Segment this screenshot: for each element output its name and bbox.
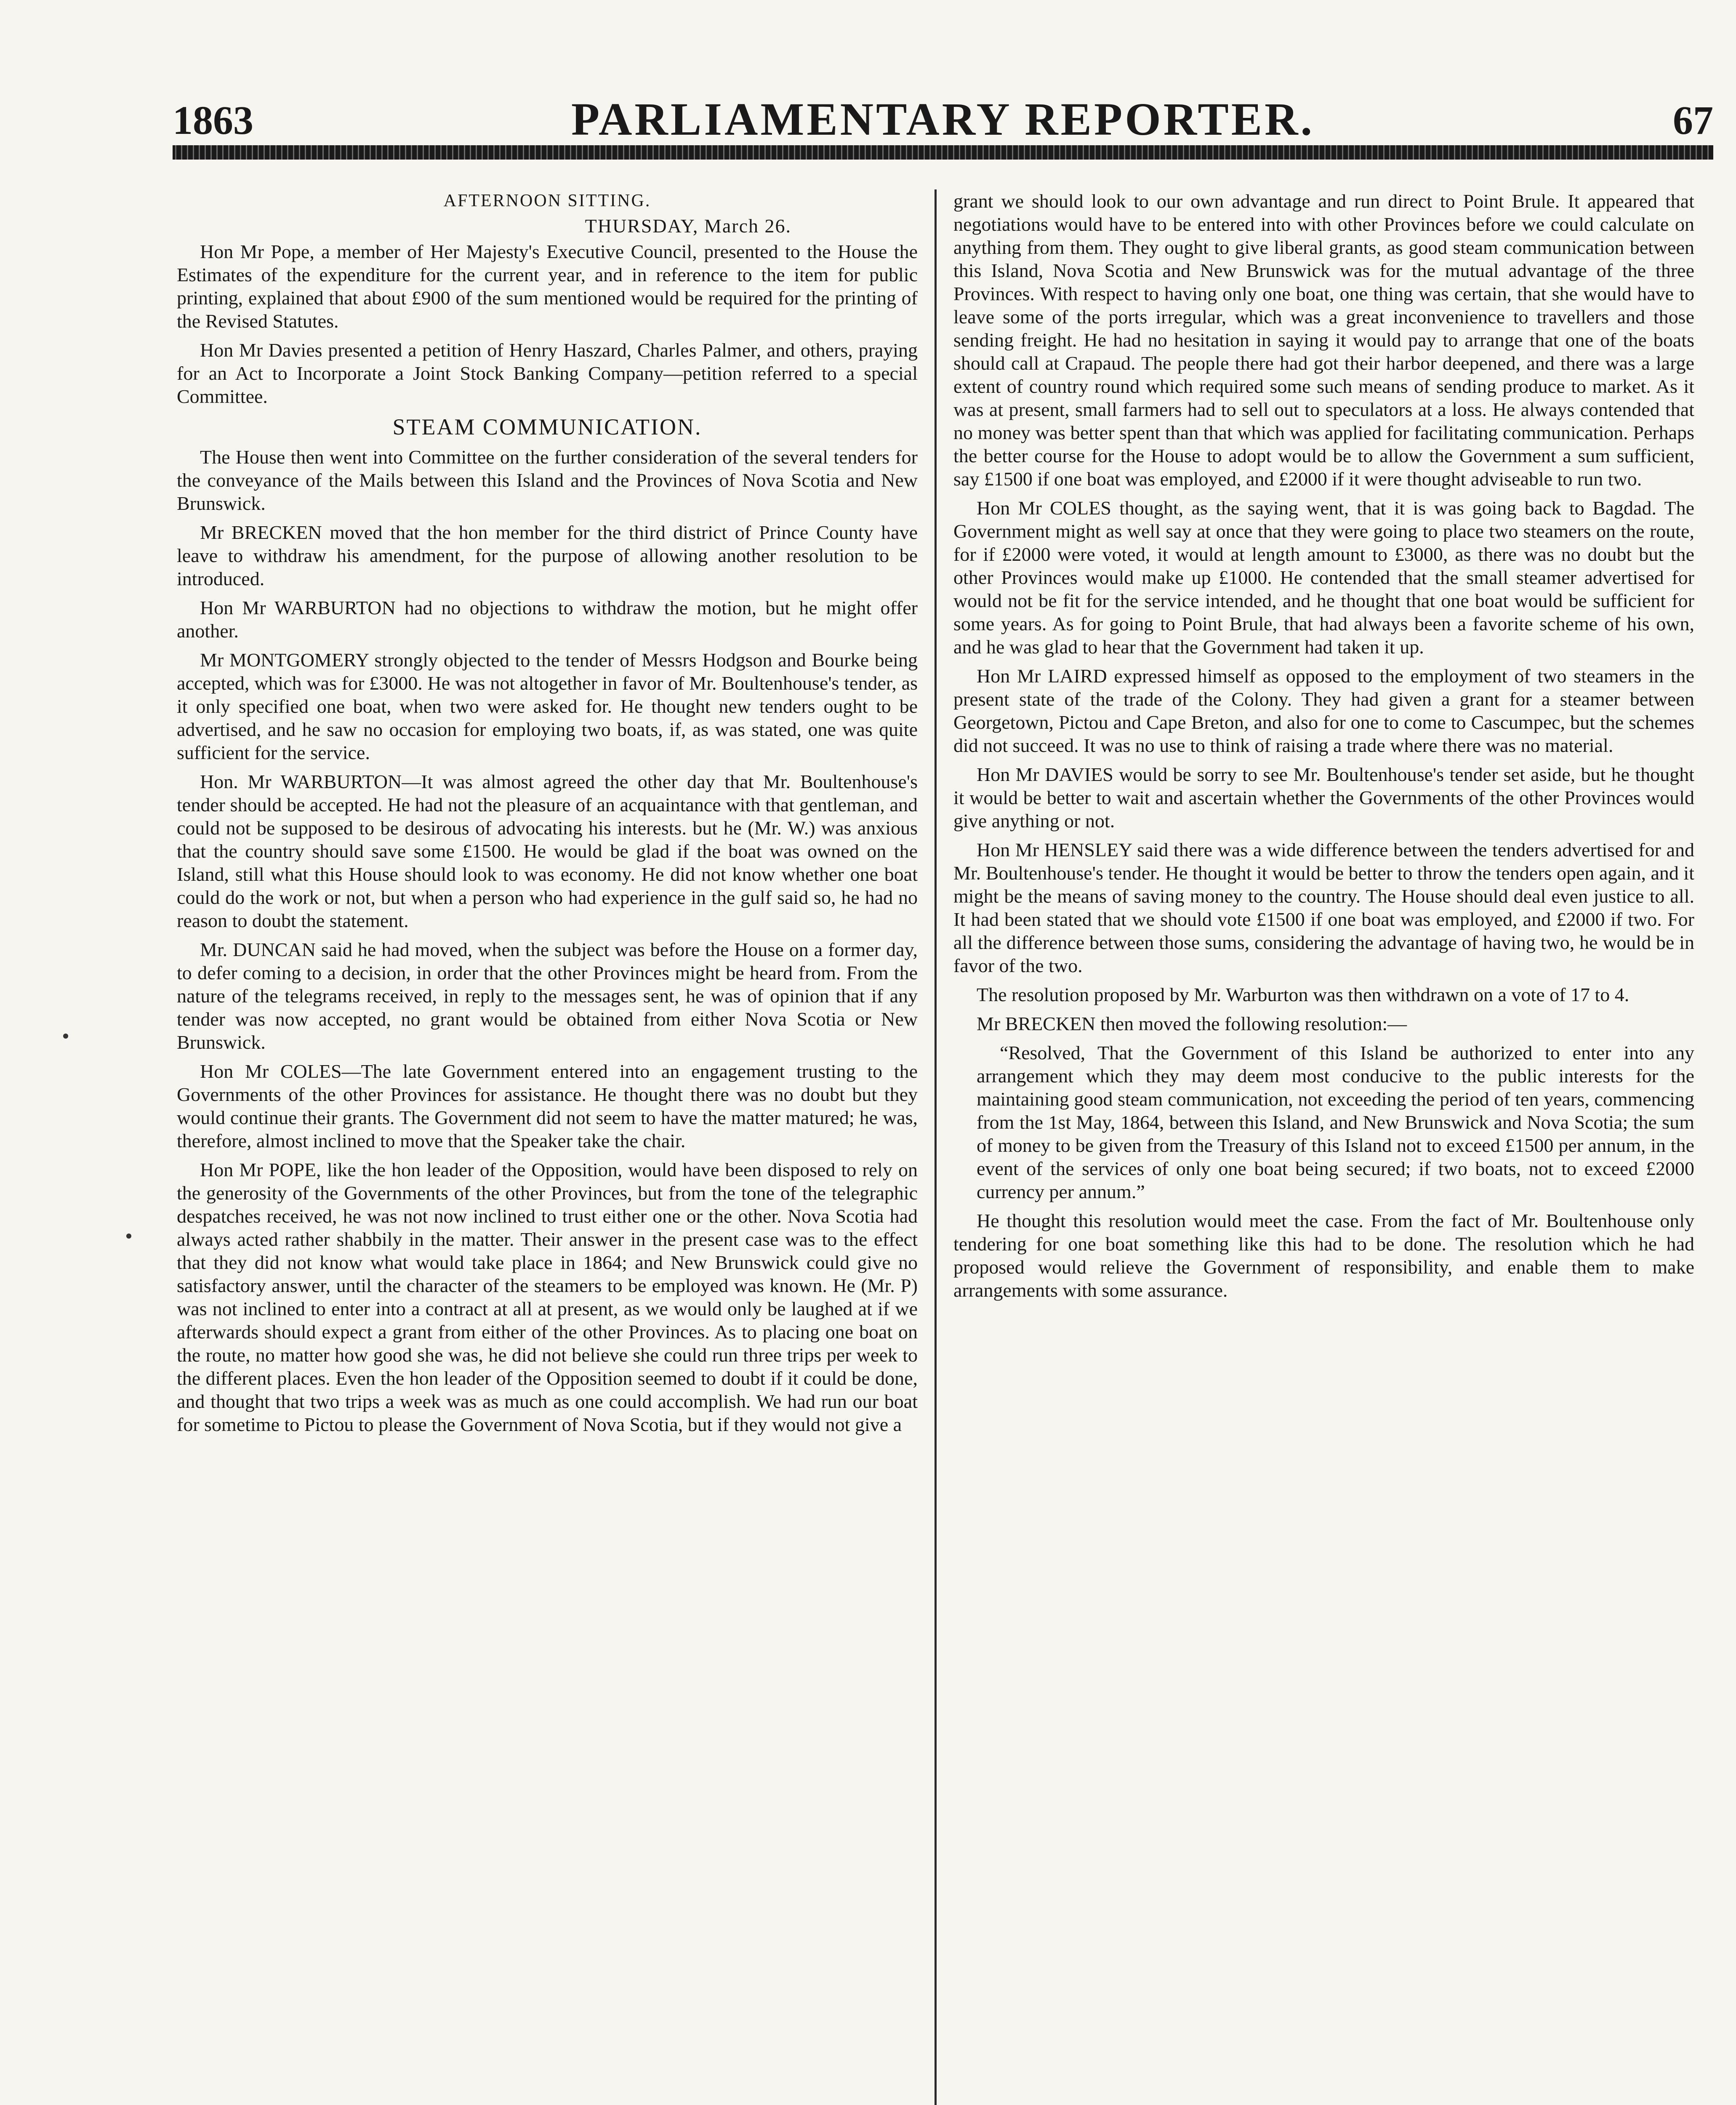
page-header xyxy=(173,91,1713,154)
sitting-date: THURSDAY, March 26. xyxy=(585,215,791,237)
paragraph: Mr. DUNCAN said he had moved, when the subject was before the House on a former day, to defer coming to a decision, in order that the other Provinces might be heard from. From the nature of the telegrams received, in reply to the messages sent, he was of opinion that if any tender was now accepted, no grant would be obtained from either Nova Scotia or New Brunswick. xyxy=(177,939,918,1053)
paragraph: Hon Mr WARBURTON had no objections to withdraw the motion, but he might offer another. xyxy=(177,597,918,642)
paragraph: Mr BRECKEN moved that the hon member for the third district of Prince County have leave to withdraw his amendment, for the purpose of allowing another resolution to be introduced. xyxy=(177,522,918,589)
right-column xyxy=(953,189,1694,1308)
paragraph: Hon. Mr WARBURTON—It was almost agreed the other day that Mr. Boultenhouse's tender should be accepted. He had not the pleasure of an acquaintance with that gentleman, and could not be supposed to be desirous of advocating his interests. but he (Mr. W.) was anxious that the country should save some £1500. He would be glad if the boat was owned on the Island, still what this House should look to was economy. He did not know whether one boat could do the work or not, but when a person who had experience in the gulf said so, he had no reason to doubt the statement. xyxy=(177,771,918,931)
paragraph: The resolution proposed by Mr. Warburton was then withdrawn on a vote of 17 to 4. xyxy=(977,984,1629,1005)
section-heading: STEAM COMMUNICATION. xyxy=(392,414,702,440)
paragraph: Hon Mr POPE, like the hon leader of the Opposition, would have been disposed to rely on the generosity of the Governments of the other Provinces, but from the tone of the telegraphic despatches received, he was not now inclined to trust either one or the other. Nova Scotia had always acted rather shabbily in the matter. Their answer in the present case was to the effect that they did not know what would take place in 1864; and New Brunswick could give no satisfactory answer, until the character of the steamers to be employed was known. He (Mr. P) was not inclined to enter into a contract at all at present, as we would only be laughed at if we afterwards should expect a grant from either of the other Provinces. As to placing one boat on the route, no matter how good she was, he did not believe she could run three trips per week to the different places. Even the hon leader of the Opposition seemed to doubt if it could be done, and thought that two trips a week was as much as one could accomplish. We had run our boat for sometime to Pictou to please the Government of Nova Scotia, but if they would not give a xyxy=(177,1159,918,1435)
paragraph: The House then went into Committee on the further consideration of the several tenders for the conveyance of the Mails between this Island and the Provinces of Nova Scotia and New Brunswick. xyxy=(177,446,918,514)
resolution-text: “Resolved, That the Government of this Island be authorized to enter into any arrangement which they may deem most conducive to the public interests for the maintaining good steam communication, not exceeding the period of ten years, commencing from the 1st May, 1864, between this Island, and New Brunswick and Nova Scotia; the sum of money to be given from the Treasury of this Island not to exceed £1500 per annum, in the event of the services of only one boat being secured; if two boats, not to exceed £2000 currency per annum.” xyxy=(977,1042,1694,1202)
paragraph: He thought this resolution would meet the case. From the fact of Mr. Boultenhouse only tendering for one boat something like this had to be done. The resolution which he had proposed would relieve the Government of responsibility, and enable them to make arrangements with some assurance. xyxy=(953,1210,1694,1301)
paragraph: Hon Mr Davies presented a petition of Henry Haszard, Charles Palmer, and others, praying for an Act to Incorporate a Joint Stock Banking Company—petition referred to a special Committee. xyxy=(177,339,918,407)
page-number: 67 xyxy=(1673,98,1713,143)
paragraph: Mr BRECKEN then moved the following resolution:— xyxy=(977,1013,1407,1034)
paragraph: Hon Mr COLES thought, as the saying went, that it is was going back to Bagdad. The Government might as well say at once that they were going to place two steamers on the route, for if £2000 were voted, it would at length amount to £3000, as there was no doubt but the other Provinces would make up £1000. He contended that the small steamer advertised for would not be fit for the service intended, and he thought that one boat would be sufficient for some years. As for going to Point Brule, that had always been a favorite scheme of his own, and he was glad to hear that the Government had taken it up. xyxy=(953,497,1694,658)
print-speck xyxy=(63,1034,68,1039)
header-year: 1863 xyxy=(173,98,253,143)
paragraph: grant we should look to our own advantage and run direct to Point Brule. It appeared that negotiations would have to be entered into with other Provinces before we could calculate on anything from them. They ought to give liberal grants, as good steam communication between this Island, Nova Scotia and New Brunswick was for the mutual advantage of the three Provinces. With respect to having only one boat, one thing was certain, that she would have to leave some of the ports irregular, which was a great inconvenience to travellers and those sending freight. He had no hesitation in saying it would pay to arrange that one of the boats should call at Crapaud. The people there had got their harbor deepened, and there was a large extent of country round which required some such means of sending produce to market. As it was at present, small farmers had to sell out to speculators at a loss. He always contended that no money was better spent than that which was applied for facilitating communication. Perhaps the better course for the House to adopt would be to allow the Government a sum sufficient, say £1500 if one boat was employed, and £2000 if it were thought adviseable to run two. xyxy=(953,190,1694,490)
column-divider xyxy=(935,189,937,2105)
print-speck xyxy=(126,1234,131,1239)
paragraph: Hon Mr COLES—The late Government entered into an engagement trusting to the Governments of the other Provinces for assistance. He thought there was no doubt but they would continue their grants. The Government did not seem to have the matter matured; he was, therefore, almost inclined to move that the Speaker take the chair. xyxy=(177,1060,918,1151)
paragraph: Hon Mr LAIRD expressed himself as opposed to the employment of two steamers in the present state of the trade of the Colony. They had given a grant for a steamer between Georgetown, Pictou and Cape Breton, and also for one to come to Cascumpec, but the schemes did not succeed. It was no use to think of raising a trade where there was no material. xyxy=(953,665,1694,756)
left-column xyxy=(177,189,918,1442)
header-title: PARLIAMENTARY REPORTER. xyxy=(571,93,1315,145)
paragraph: Mr MONTGOMERY strongly objected to the tender of Messrs Hodgson and Bourke being accepted, which was for £3000. He was not altogether in favor of Mr. Boultenhouse's tender, as it only specified one boat, when two were asked for. He thought new tenders ought to be advertised, and he saw no occasion for employing two boats, if, as was stated, one was quite sufficient for the service. xyxy=(177,649,918,763)
header-rule xyxy=(173,145,1713,160)
paragraph: Hon Mr Pope, a member of Her Majesty's Executive Council, presented to the House the Estimates of the expenditure for the current year, and in reference to the item for public printing, explained that about £900 of the sum mentioned would be required for the printing of the Revised Statutes. xyxy=(177,241,918,332)
paragraph: Hon Mr DAVIES would be sorry to see Mr. Boultenhouse's tender set aside, but he thought it would be better to wait and ascertain whether the Governments of the other Provinces would give anything or not. xyxy=(953,764,1694,831)
sitting-heading: AFTERNOON SITTING. xyxy=(443,191,651,210)
paragraph: Hon Mr HENSLEY said there was a wide difference between the tenders advertised for and Mr. Boultenhouse's tender. He thought it would be better to throw the tenders open again, and it might be the means of saving money to the country. The House should deal even justice to all. It had been stated that we should vote £1500 if one boat was employed, and £2000 if two. For all the difference between those sums, considering the advantage of having two, he would be in favor of the two. xyxy=(953,839,1694,976)
